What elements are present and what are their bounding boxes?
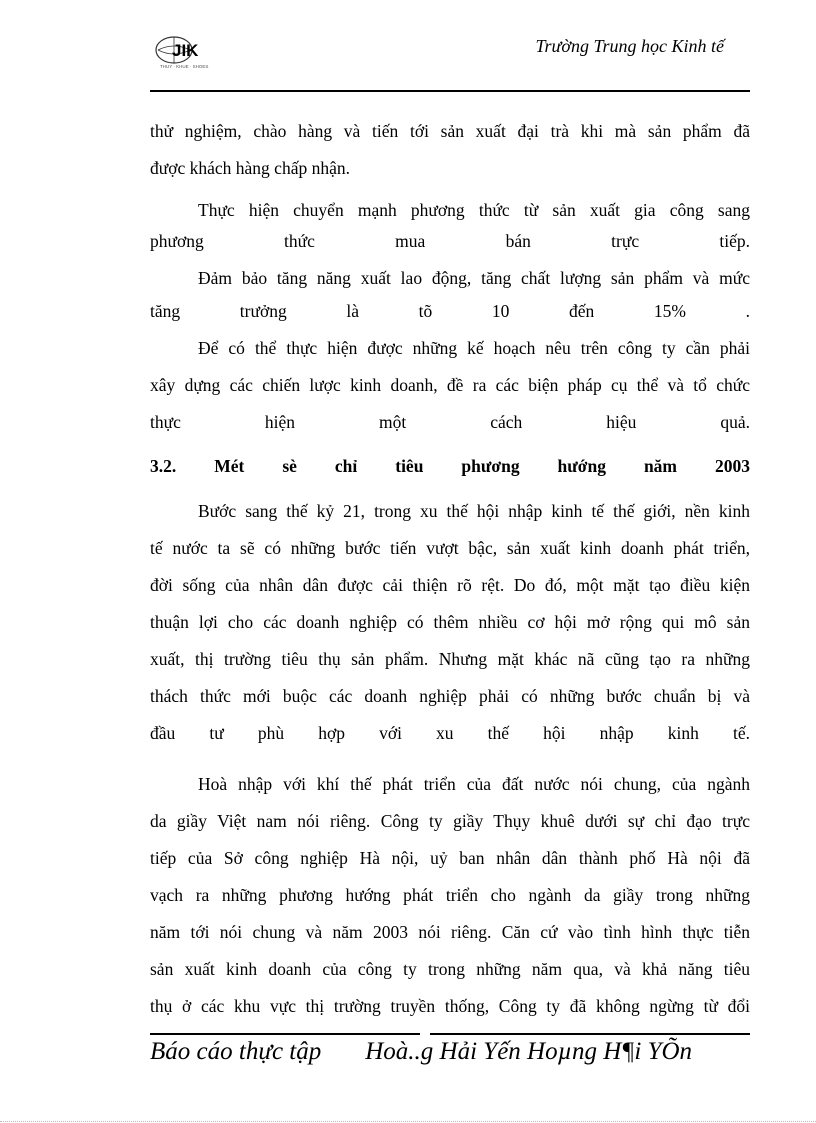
paragraph-2 xyxy=(150,195,750,257)
text-line: thụ ở các khu vực thị trường truyền thống, Công ty đã không ngừng từ đổi xyxy=(150,996,750,1016)
text-line: Hoà nhập với khí thế phát triển của đất nước nói chung, của ngành xyxy=(198,774,750,794)
text-line: Thực hiện chuyển mạnh phương thức từ sản xuất gia công sang xyxy=(198,200,750,220)
text-line: sản xuất kinh doanh của công ty trong những năm qua, và khả năng tiêu xyxy=(150,959,750,979)
school-name: Trường Trung học Kinh tế xyxy=(535,36,724,56)
paragraph-5 xyxy=(150,493,750,752)
paragraph-1 xyxy=(150,113,750,187)
text-line: đời sống của nhân dân được cải thiện rõ rệt. Do đó, một mặt tạo điều kiện xyxy=(150,575,750,595)
page-footer xyxy=(150,1038,692,1066)
text-line: xây dựng các chiến lược kinh doanh, đề ra các biện pháp cụ thể và tổ chức xyxy=(150,375,750,395)
company-logo xyxy=(152,34,222,70)
paragraph-3 xyxy=(150,262,750,328)
text-line: vạch ra những phương hướng phát triển cho ngành da giầy trong những xyxy=(150,885,750,905)
paragraph-4 xyxy=(150,330,750,441)
text-line: đầu tư phù hợp với xu thế hội nhập kinh tế. xyxy=(150,723,750,743)
logo-text: JIK xyxy=(172,41,199,60)
text-line: xuất, thị trường tiêu thụ sản phẩm. Nhưng mặt khác nã cũng tạo ra những xyxy=(150,649,750,669)
page-edge xyxy=(0,1121,816,1122)
text-line: Đảm bảo tăng năng xuất lao động, tăng chất lượng sản phẩm và mức xyxy=(198,268,750,288)
logo-subtext: THUY · KHUE · SHOES xyxy=(160,64,209,69)
text-line: tăng trưởng là tõ 10 đến 15% . xyxy=(150,301,750,321)
footer-rule-right xyxy=(430,1033,750,1035)
text-line: thực hiện một cách hiệu quả. xyxy=(150,412,750,432)
text-line: da giầy Việt nam nói riêng. Công ty giầy Thụy khuê dưới sự chỉ đạo trực xyxy=(150,811,750,831)
text-line: năm tới nói chung và năm 2003 nói riêng. Căn cứ vào tình hình thực tiễn xyxy=(150,922,750,942)
text-line: thách thức mới buộc các doanh nghiệp phải có những bước chuẩn bị và xyxy=(150,686,750,706)
text-line: thử nghiệm, chào hàng và tiến tới sản xuất đại trà khi mà sản phẩm đã xyxy=(150,121,750,141)
footer-rule-left xyxy=(150,1033,420,1035)
footer-author: Hoà..g Hải Yến Hoµng H¶i YÕn xyxy=(365,1038,693,1065)
text-line: phương thức mua bán trực tiếp. xyxy=(150,231,750,251)
text-line: tế nước ta sẽ có những bước tiến vượt bậc, sản xuất kinh doanh phát triển, xyxy=(150,538,750,558)
text-line: Để có thể thực hiện được những kế hoạch nêu trên công ty cần phải xyxy=(198,338,750,358)
header-rule xyxy=(150,90,750,92)
section-heading xyxy=(150,448,750,485)
text-line: được khách hàng chấp nhận. xyxy=(150,158,350,178)
text-line: thuận lợi cho các doanh nghiệp có thêm nhiều cơ hội mở rộng qui mô sản xyxy=(150,612,750,632)
text-line: Bước sang thế kỷ 21, trong xu thế hội nhập kinh tế thế giới, nền kinh xyxy=(198,501,750,521)
text-line: tiếp của Sở công nghiệp Hà nội, uỷ ban nhân dân thành phố Hà nội đã xyxy=(150,848,750,868)
footer-report-label: Báo cáo thực tập xyxy=(150,1038,322,1065)
paragraph-6 xyxy=(150,766,750,1025)
heading-text: 3.2. Mét sè chỉ tiêu phương hướng năm 2003 xyxy=(150,456,750,476)
